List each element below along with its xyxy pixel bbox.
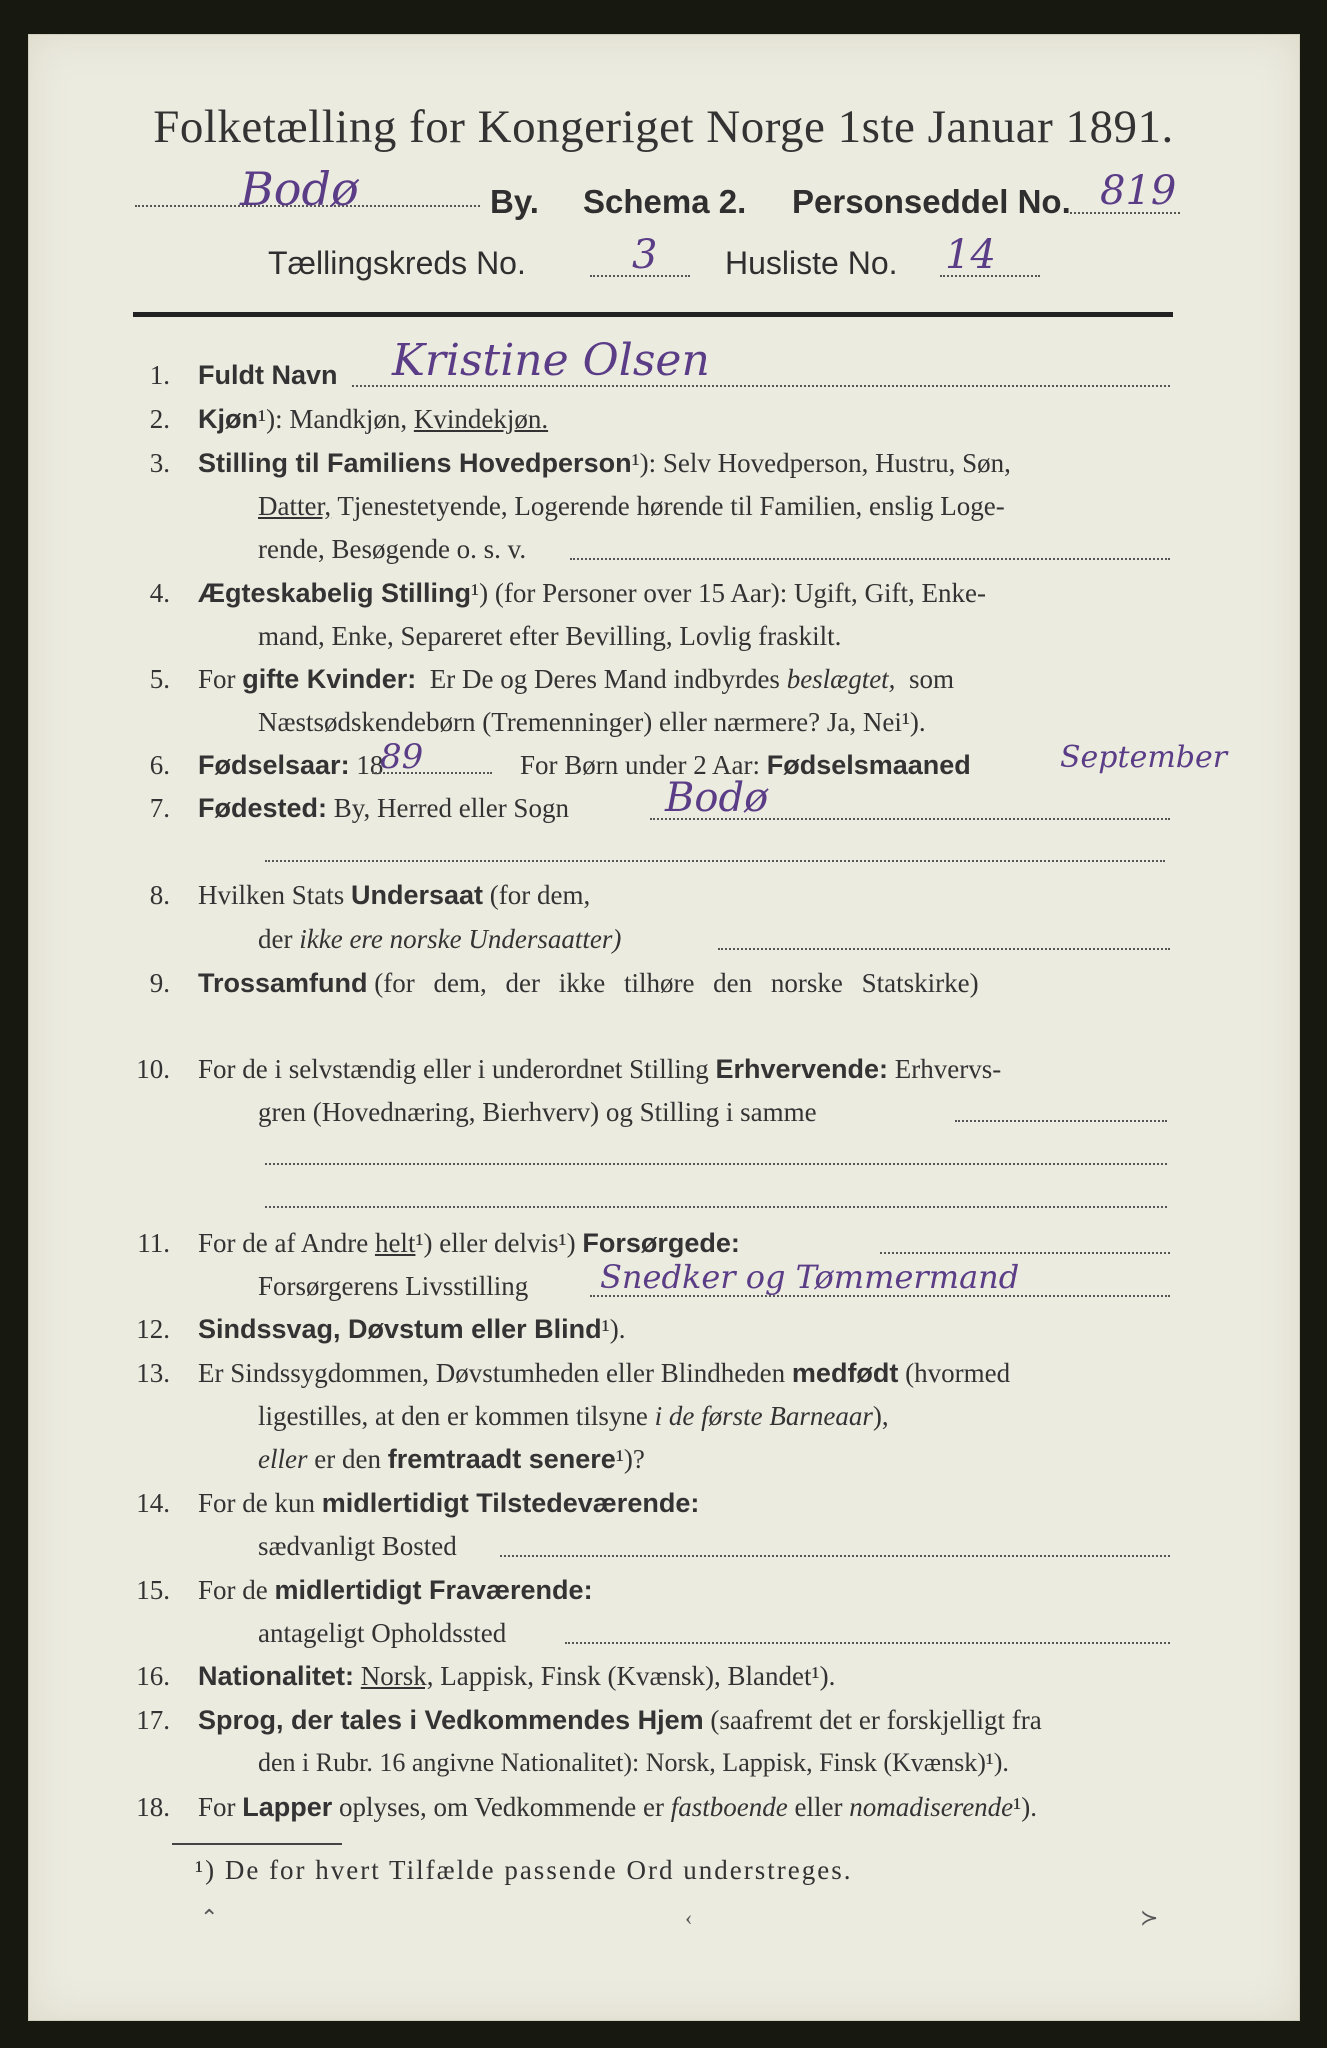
occupation-c: Erhvervs- (894, 1054, 1002, 1084)
marital-status-options: ¹) (for Personer over 15 Aar): Ugift, Gift, Enke- (471, 578, 986, 608)
item-number: 14. (136, 1488, 170, 1518)
language-line-2: den i Rubr. 16 angivne Nationalitet): Norsk, Lappisk, Finsk (Kvænsk)¹). (258, 1748, 1009, 1777)
husliste-label: Husliste No. (725, 245, 898, 281)
gender-label: Kjøn (198, 404, 258, 434)
gender-male: Mandkjøn, (289, 404, 408, 434)
congenital-line-2 (258, 1401, 889, 1432)
supported-a: For de af Andre (198, 1228, 369, 1258)
congenital-l3d: ¹)? (615, 1444, 645, 1474)
usual-residence-line: sædvanligt Bosted (258, 1531, 457, 1561)
occupation-line (198, 1054, 1001, 1085)
marital-status-line-2: mand, Enke, Separeret efter Bevilling, Lovlig fraskilt. (258, 621, 842, 651)
married-women-line-2: Næstsødskendebørn (Tremenninger) eller nærmere? Ja, Nei¹). (258, 707, 926, 737)
citizenship-der: der (258, 924, 293, 954)
sami-nomadic: nomadiserende (849, 1792, 1014, 1822)
item-number: 10. (136, 1054, 170, 1084)
personseddel-label: Personseddel No. (792, 183, 1071, 220)
congenital-line-3 (258, 1444, 645, 1475)
married-women-question: Er De og Deres Mand indbyrdes (429, 664, 780, 694)
sami-fastboende: fastboende (670, 1792, 788, 1822)
disability-line (198, 1314, 625, 1345)
gender-line (198, 404, 548, 435)
congenital-a: Er Sindssygdommen, Døvstumheden eller Blindheden (198, 1358, 786, 1388)
item-number: 6. (149, 750, 170, 780)
religion-label: Trossamfund (198, 968, 368, 998)
item-number: 15. (136, 1575, 170, 1605)
congenital-l2b: i de første Barneaar (654, 1401, 873, 1431)
language-note: (saafremt det er forskjelligt fra (710, 1705, 1042, 1735)
family-position-label: Stilling til Familiens Hovedperson (198, 448, 632, 478)
gender-female: Kvindekjøn. (413, 404, 549, 434)
family-position-options-2: Tjenestetyende, Logerende hørende til Familien, enslig Loge- (337, 491, 1005, 521)
sami-c: oplyses, om Vedkommende er (339, 1792, 664, 1822)
sami-label: Lapper (242, 1792, 333, 1822)
birthplace-handwritten: Bodø (665, 775, 769, 821)
birth-month-note: For Børn under 2 Aar: (520, 750, 760, 780)
supported-line (198, 1228, 740, 1259)
kreds-label: Tællingskreds No. (268, 245, 526, 281)
item-number: 11. (137, 1228, 170, 1258)
congenital-l2a: ligestilles, at den er kommen tilsyne (258, 1401, 648, 1431)
language-line (198, 1705, 1042, 1736)
temporary-present-a: For de kun (198, 1488, 315, 1518)
sami-line (198, 1792, 1037, 1823)
gender-sup: ¹): (258, 404, 283, 434)
item-number: 1. (149, 360, 170, 390)
married-women-label: gifte Kvinder: (242, 664, 417, 694)
form-title: Folketælling for Kongeriget Norge 1ste Januar 1891. (153, 101, 1174, 153)
item-number: 12. (136, 1314, 170, 1344)
personseddel-handwritten: 819 (1100, 168, 1177, 214)
citizenship-label: Undersaat (351, 880, 484, 910)
married-women-som: som (908, 664, 954, 694)
occupation-dotted-2 (265, 1163, 1167, 1165)
congenital-line (198, 1358, 1010, 1389)
family-position-options: ¹): Selv Hovedperson, Hustru, Søn, (631, 448, 1011, 478)
birth-year-handwritten: 89 (380, 737, 424, 777)
sami-a: For (198, 1792, 236, 1822)
temporary-absent-line (198, 1575, 593, 1606)
citizenship-a: Hvilken Stats (198, 880, 345, 910)
citizenship-c: (for dem, (489, 880, 591, 910)
birthplace-label: Fødested: (198, 793, 328, 823)
item-number: 3. (149, 448, 170, 478)
supported-dotted (880, 1252, 1170, 1254)
family-position-dotted (570, 558, 1170, 560)
nationality-label: Nationalitet: (198, 1661, 355, 1691)
temporary-present-line (198, 1488, 699, 1519)
language-label: Sprog, der tales i Vedkommendes Hjem (198, 1705, 704, 1735)
nationality-norsk: Norsk, (360, 1661, 434, 1691)
item-number: 9. (149, 968, 170, 998)
marital-status-label: Ægteskabelig Stilling (198, 578, 472, 608)
schema-label: Schema 2. (583, 183, 747, 220)
full-name-handwritten: Kristine Olsen (392, 335, 710, 386)
item-number: 5. (149, 664, 170, 694)
item-number: 7. (149, 793, 170, 823)
congenital-l3c: fremtraadt senere (387, 1444, 616, 1474)
family-position-datter: Datter, (258, 491, 332, 521)
city-handwritten: Bodø (240, 162, 359, 216)
citizenship-foreign: ikke ere norske Undersaatter) (299, 924, 622, 954)
full-name-label: Fuldt Navn (198, 360, 338, 390)
disability-sup: ¹). (601, 1314, 626, 1344)
temporary-absent-label: midlertidigt Fraværende: (274, 1575, 593, 1605)
occupation-dotted-3 (265, 1206, 1167, 1208)
married-women-related: beslægtet, (786, 664, 896, 694)
occupation-dotted (955, 1120, 1167, 1122)
citizenship-line (198, 880, 590, 911)
occupation-line-2: gren (Hovednæring, Bierhverv) og Stilling i samme (258, 1097, 817, 1127)
nationality-options: Lappisk, Finsk (Kvænsk), Blandet¹). (440, 1661, 836, 1691)
supported-fully: helt (374, 1228, 416, 1258)
family-position-line (198, 448, 1011, 479)
by-label: By. (490, 183, 539, 220)
supported-c: ¹) eller delvis¹) (415, 1228, 576, 1258)
congenital-l2c: ), (872, 1401, 889, 1431)
kreds-handwritten: 3 (632, 232, 658, 278)
married-women-for: For (198, 664, 236, 694)
husliste-handwritten: 14 (945, 232, 996, 278)
religion-note: (for dem, der ikke tilhøre den norske Statskirke) (374, 968, 979, 998)
header-rule (133, 312, 1173, 317)
occupation-label: Erhvervende: (715, 1054, 889, 1084)
family-position-line-2 (258, 491, 1005, 522)
item-number: 13. (136, 1358, 170, 1388)
birthplace-dotted-2 (265, 860, 1165, 862)
citizenship-dotted (718, 948, 1170, 950)
birthplace-line (198, 793, 569, 824)
stay-place-dotted (565, 1642, 1170, 1644)
nationality-line (198, 1661, 835, 1692)
marital-status-line (198, 578, 986, 609)
birth-year-label: Fødselsaar: (198, 750, 350, 780)
corner-mark-right: ≻ (1140, 1905, 1159, 1930)
married-women-line (198, 664, 954, 695)
religion-line (198, 968, 979, 999)
item-number: 4. (149, 578, 170, 608)
birth-year-line (198, 750, 383, 781)
family-position-line-3: rende, Besøgende o. s. v. (258, 534, 527, 564)
corner-mark-left: ⌃ (200, 1905, 219, 1930)
item-number: 18. (136, 1792, 170, 1822)
provider-handwritten: Snedker og Tømmermand (600, 1258, 1020, 1296)
item-number: 16. (136, 1661, 170, 1691)
disability-label: Sindssvag, Døvstum eller Blind (198, 1314, 602, 1344)
congenital-l3b: er den (314, 1444, 381, 1474)
citizenship-line-2 (258, 924, 621, 955)
provider-line: Forsørgerens Livsstilling (258, 1271, 529, 1301)
corner-mark-center: ‹ (685, 1905, 693, 1930)
footnote-rule (172, 1843, 342, 1845)
birth-month-label: Fødselsmaaned (766, 750, 971, 780)
birth-month-handwritten: September (1060, 740, 1228, 775)
supported-label: Forsørgede: (582, 1228, 740, 1258)
sami-eller: eller (794, 1792, 843, 1822)
occupation-a: For de i selvstændig eller i underordnet Stilling (198, 1054, 709, 1084)
usual-residence-dotted (500, 1555, 1170, 1557)
birth-year-prefix: 18 (356, 750, 384, 780)
congenital-label: medfødt (791, 1358, 899, 1388)
item-number: 17. (136, 1705, 170, 1735)
item-number: 8. (149, 880, 170, 910)
footnote: ¹) De for hvert Tilfælde passende Ord understreges. (195, 1855, 853, 1885)
congenital-c: (hvormed (905, 1358, 1011, 1388)
temporary-absent-a: For de (198, 1575, 268, 1605)
stay-place-line: antageligt Opholdssted (258, 1618, 507, 1648)
temporary-present-label: midlertidigt Tilstedeværende: (321, 1488, 700, 1518)
congenital-l3a: eller (258, 1444, 308, 1474)
item-number: 2. (149, 404, 170, 434)
birthplace-options: By, Herred eller Sogn (333, 793, 569, 823)
sami-sup: ¹). (1013, 1792, 1038, 1822)
